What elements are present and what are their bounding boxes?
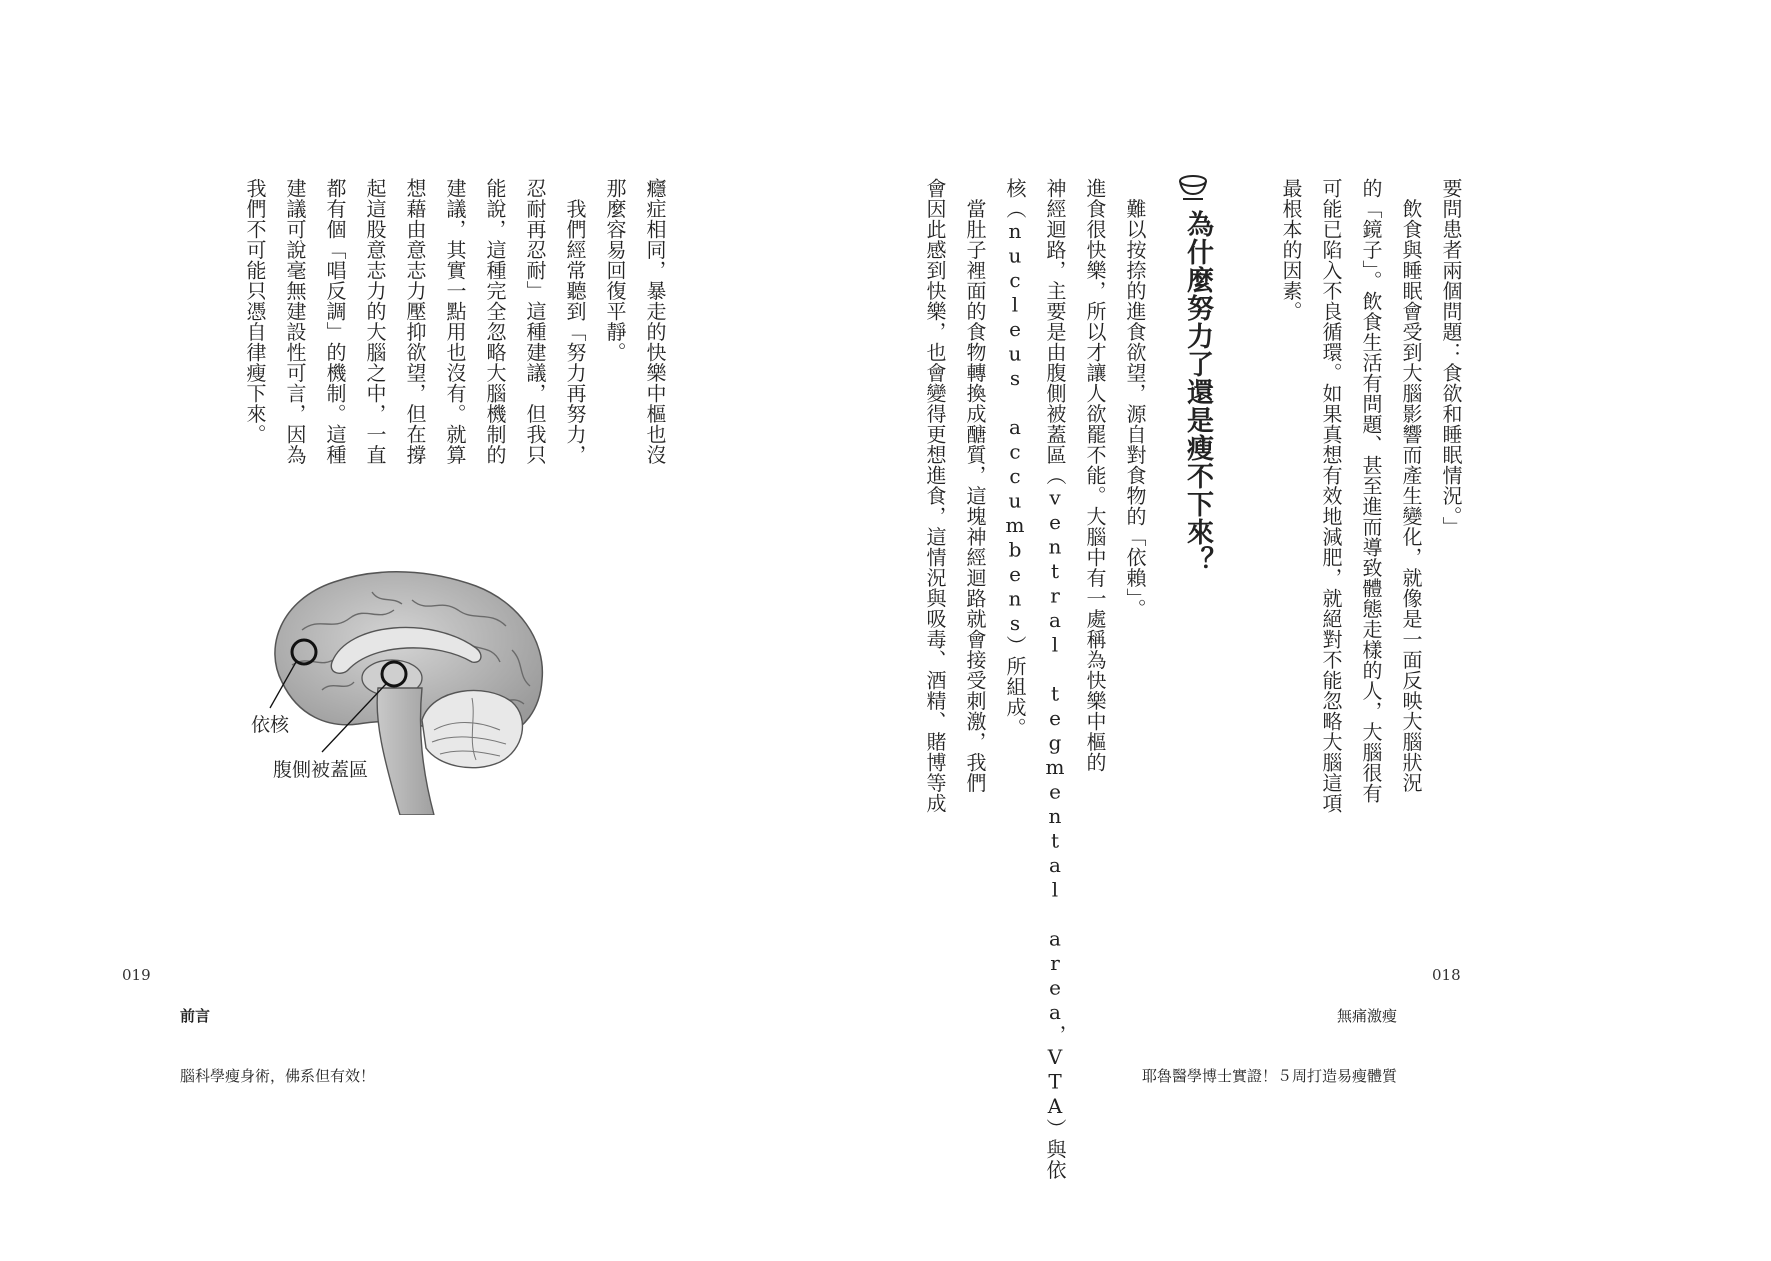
right-body-col-1: 要問患者兩個問題：食欲和睡眠情況。」 [1439, 178, 1463, 537]
right-body-col-3: 的「鏡子」。飲食生活有問題、甚至進而導致體態走樣的人，大腦很有 [1359, 178, 1383, 804]
right-body-col-10: 當肚子裡面的食物轉換成醣質，這塊神經迴路就會接受刺激，我們 [963, 178, 987, 793]
left-body-col-9: 都有個「唱反調」的機制。這種 [323, 178, 347, 465]
right-body-col-4: 可能已陷入不良循環。如果真想有效地減肥，就絕對不能忽略大腦這項 [1319, 178, 1343, 814]
cup-icon [1176, 172, 1210, 202]
right-body-col-6: 難以按捺的進食欲望，源自對食物的「依賴」。 [1123, 178, 1147, 619]
left-chapter-title: 前言 [180, 1007, 211, 1025]
right-body-col-5: 最根本的因素。 [1279, 178, 1303, 322]
caption-nucleus-accumbens: 依核 [251, 714, 290, 736]
left-running-head [180, 966, 375, 1106]
left-body-col-1: 癮症相同，暴走的快樂中樞也沒 [643, 178, 667, 465]
right-body-col-2: 飲食與睡眠會受到大腦影響而產生變化，就像是一面反映大腦狀況 [1399, 178, 1423, 793]
right-book-subtitle: 耶魯醫學博士實證！５周打造易瘦體質 [1141, 1067, 1397, 1085]
section-heading-text: 為什麼努力了還是瘦不下來？ [1182, 210, 1213, 574]
right-folio: 018 [1432, 966, 1461, 984]
left-folio: 019 [122, 966, 151, 984]
left-body-col-3: 我們經常聽到「努力再努力， [563, 178, 587, 465]
left-body-col-8: 起這股意志力的大腦之中，一直 [363, 178, 387, 465]
right-book-title: 無痛激瘦 [1336, 1007, 1397, 1025]
left-body-col-11: 我們不可能只憑自律瘦下來。 [243, 178, 267, 445]
left-body-col-10: 建議可說毫無建設性可言，因為 [283, 178, 307, 465]
left-body-col-6: 建議，其實一點用也沒有。就算 [443, 178, 467, 465]
right-body-col-7: 進食很快樂，所以才讓人欲罷不能。大腦中有一處稱為快樂中樞的 [1083, 178, 1107, 773]
left-body-col-2: 那麼容易回復平靜。 [603, 178, 627, 363]
left-chapter-subtitle: 腦科學瘦身術，佛系但有效！ [180, 1067, 376, 1085]
right-body-col-8: 神經迴路，主要是由腹側被蓋區（ventral tegmental area，VTA）與依 [1043, 178, 1067, 1180]
right-body-col-9: 核（nucleus accumbens）所組成。 [1003, 178, 1027, 738]
caption-vta: 腹側被蓋區 [273, 759, 369, 781]
right-running-head [1142, 966, 1397, 1106]
right-body-col-11: 會因此感到快樂，也會變得更想進食，這情況與吸毒、酒精、賭博等成 [923, 178, 947, 814]
left-body-col-7: 想藉由意志力壓抑欲望，但在撐 [403, 178, 427, 465]
left-body-col-5: 能說，這種完全忽略大腦機制的 [483, 178, 507, 465]
left-body-col-4: 忍耐再忍耐」這種建議，但我只 [523, 178, 547, 465]
